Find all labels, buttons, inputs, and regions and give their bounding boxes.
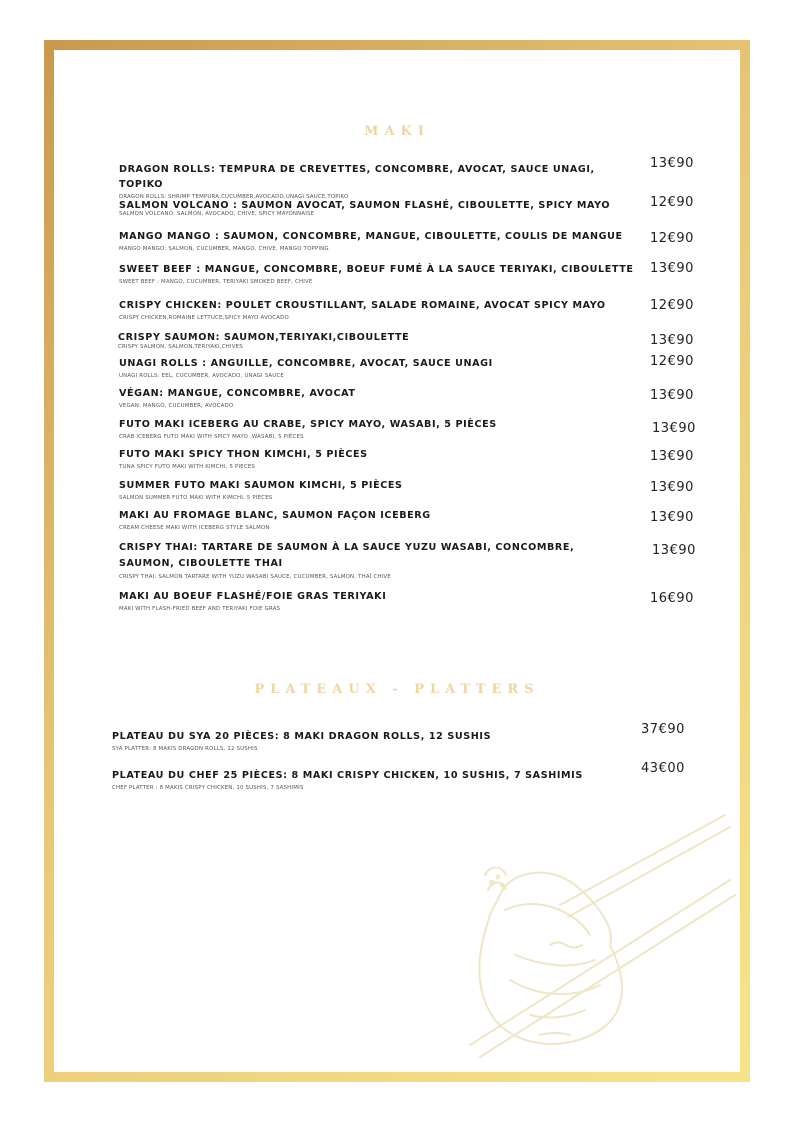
- menu-item-futo-maki-spicy-thon: [119, 447, 639, 471]
- item-price: 13€90: [650, 333, 694, 348]
- item-description: CRISPY CHICKEN,ROMAINE LETTUCE,SPICY MAYO AVOCADO: [119, 315, 289, 321]
- menu-item-dragon-rolls: [119, 162, 639, 201]
- item-name: DRAGON ROLLS: TEMPURA DE CREVETTES, CONCOMBRE, AVOCAT, SAUCE UNAGI, TOPIKO: [119, 164, 595, 190]
- menu-item-futo-maki-iceberg: [119, 417, 639, 441]
- item-description: CRISPY SALMON, SALMON,TERIYAKI,CHIVES: [118, 344, 243, 350]
- item-price: 13€90: [650, 156, 694, 171]
- item-name: SALMON VOLCANO : SAUMON AVOCAT, SAUMON FLASHÉ, CIBOULETTE, SPICY MAYO: [119, 200, 611, 211]
- item-description: SALMON VOLCANO: SALMON, AVOCADO, CHIVE, SPICY MAYONNAISE: [119, 211, 315, 217]
- item-name: FUTO MAKI SPICY THON KIMCHI, 5 PIÈCES: [119, 449, 368, 460]
- item-price: 12€90: [650, 195, 694, 210]
- item-price: 13€90: [650, 388, 694, 403]
- menu-item-plateau-chef: [112, 768, 632, 792]
- item-name: CRISPY SAUMON: SAUMON,TERIYAKI,CIBOULETTE: [118, 332, 410, 343]
- menu-item-mango-mango: [119, 229, 639, 253]
- item-price: 13€90: [650, 480, 694, 495]
- item-name: FUTO MAKI ICEBERG AU CRABE, SPICY MAYO, WASABI, 5 PIÈCES: [119, 419, 497, 430]
- item-description: CREAM CHEESE MAKI WITH ICEBERG STYLE SALMON: [119, 525, 270, 531]
- item-price: 13€90: [652, 543, 696, 558]
- menu-item-crispy-saumon: [118, 330, 638, 351]
- item-price: 13€90: [652, 421, 696, 436]
- item-name: CRISPY THAI: TARTARE DE SAUMON À LA SAUCE YUZU WASABI, CONCOMBRE, SAUMON, CIBOULETTE THAI: [119, 542, 575, 569]
- item-price: 12€90: [650, 231, 694, 246]
- menu-item-unagi-rolls: [119, 356, 639, 380]
- item-price: 13€90: [650, 510, 694, 525]
- item-name: MAKI AU FROMAGE BLANC, SAUMON FAÇON ICEBERG: [119, 510, 431, 521]
- item-description: CHEF PLATTER : 8 MAKIS CRISPY CHICKEN, 10 SUSHIS, 7 SASHIMIS: [112, 785, 304, 791]
- item-name: MANGO MANGO : SAUMON, CONCOMBRE, MANGUE, CIBOULETTE, COULIS DE MANGUE: [119, 231, 623, 242]
- item-price: 13€90: [650, 261, 694, 276]
- item-description: MAKI WITH FLASH-FRIED BEEF AND TERIYAKI FOIE GRAS: [119, 606, 281, 612]
- item-name: PLATEAU DU SYA 20 PIÈCES: 8 MAKI DRAGON ROLLS, 12 SUSHIS: [112, 731, 492, 742]
- item-name: PLATEAU DU CHEF 25 PIÈCES: 8 MAKI CRISPY CHICKEN, 10 SUSHIS, 7 SASHIMIS: [112, 770, 583, 781]
- item-price: 12€90: [650, 298, 694, 313]
- item-description: UNAGI ROLLS: EEL, CUCUMBER, AVOCADO, UNAGI SAUCE: [119, 373, 285, 379]
- item-description: DRAGON ROLLS: SHRIMP TEMPURA,CUCUMBER,AVOCADO,UNAGI SAUCE,TOPIKO: [119, 194, 349, 200]
- item-name: MAKI AU BOEUF FLASHÉ/FOIE GRAS TERIYAKI: [119, 591, 387, 602]
- item-name: CRISPY CHICKEN: POULET CROUSTILLANT, SALADE ROMAINE, AVOCAT SPICY MAYO: [119, 300, 606, 311]
- item-description: MANGO MANGO: SALMON, CUCUMBER, MANGO, CHIVE, MANGO TOPPING: [119, 246, 329, 252]
- menu-item-plateau-sya: [112, 729, 632, 753]
- item-price: 16€90: [650, 591, 694, 606]
- menu-item-maki-fromage-blanc: [119, 508, 639, 532]
- item-name: SUMMER FUTO MAKI SAUMON KIMCHI, 5 PIÈCES: [119, 480, 403, 491]
- menu-item-crispy-thai: [119, 540, 619, 581]
- menu-item-summer-futo-maki: [119, 478, 639, 502]
- menu-item-maki-boeuf-flashe: [119, 589, 639, 613]
- item-name: UNAGI ROLLS : ANGUILLE, CONCOMBRE, AVOCAT, SAUCE UNAGI: [119, 358, 493, 369]
- item-description: CRAB ICEBERG FUTO MAKI WITH SPICY MAYO ,WASABI, 5 PIÈCES: [119, 434, 304, 440]
- item-description: SWEET BEEF : MANGO, CUCUMBER, TERIYAKI SMOKED BEEF, CHIVE: [119, 279, 313, 285]
- section-title-maki: MAKI: [364, 124, 430, 139]
- menu-item-vegan: [119, 386, 639, 410]
- item-price: 13€90: [650, 449, 694, 464]
- item-price: 12€90: [650, 354, 694, 369]
- item-description: SALMON SUMMER FUTO MAKI WITH KIMCHI, 5 PIECES: [119, 495, 273, 501]
- sushi-chopsticks-icon: [440, 795, 740, 1065]
- item-description: SYA PLATTER: 8 MAKIS DRAGON ROLLS, 12 SUSHIS: [112, 746, 258, 752]
- item-description: CRISPY THAI: SALMON TARTARE WITH YUZU WASABI SAUCE, CUCUMBER, SALMON, THAÏ CHIVE: [119, 574, 391, 580]
- item-name: SWEET BEEF : MANGUE, CONCOMBRE, BOEUF FUMÉ À LA SAUCE TERIYAKI, CIBOULETTE: [119, 264, 634, 275]
- item-description: VEGAN: MANGO, CUCUMBER, AVOCADO: [119, 403, 234, 409]
- item-description: TUNA SPICY FUTO MAKI WITH KIMCHI, 5 PIECES: [119, 464, 256, 470]
- menu-item-sweet-beef: [119, 262, 639, 286]
- item-price: 43€00: [641, 761, 685, 776]
- menu-item-crispy-chicken: [119, 298, 639, 322]
- item-price: 37€90: [641, 722, 685, 737]
- item-name: VÉGAN: MANGUE, CONCOMBRE, AVOCAT: [119, 388, 356, 399]
- section-title-plateaux: PLATEAUX - PLATTERS: [254, 682, 540, 697]
- menu-item-salmon-volcano: [119, 198, 639, 218]
